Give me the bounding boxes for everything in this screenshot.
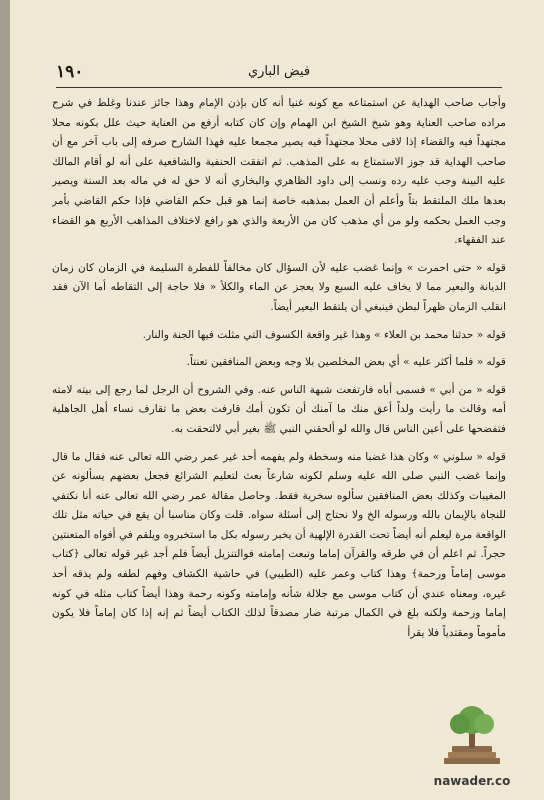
book-middle: [448, 752, 496, 758]
page-edge-shadow: [0, 0, 10, 800]
page-header: [56, 62, 502, 86]
tree-books-logo-icon: [424, 702, 520, 774]
book-bottom: [444, 758, 500, 764]
tree-foliage-left: [450, 714, 470, 734]
paragraph-4: قوله « فلما أكثر عليه » أي بعض المخلصين بلا وجه وبعض المنافقين تعنتاً.: [186, 356, 506, 369]
watermark-text: nawader.co: [433, 774, 511, 788]
paragraph-5: قوله « من أبي » فسمى أباه فارتفعت شبهة الناس عنه. وفي الشروح أن الرجل لما رجع إلى بيته لامته أمه وقالت ما رأيت ولداً أعق منك ما آمنك أن تكون أمك قارفت بعض ما تقارف نساء أهل الجاهلية فتفضحها على أعين الناس قال والله لو ألحقني النبي ﷺ بغير أبي لالتحقت به.: [52, 383, 506, 435]
page-number: ١٩٠: [56, 62, 84, 82]
paragraph-2: قوله « حتى احمرت » وإنما غضب عليه لأن السؤال كان مخالفاً للفطرة السليمة في الزمان كان زمان الديانة والبعير مما لا يخاف عليه السبع ولا يعجز عن الماء والكلأ « فلا حاجة إلى التقاطه أما الآن فقد انقلب الزمان ظهراً لبطن فينبغي أن يلتقط البعير أيضاً.: [52, 261, 506, 313]
tree-foliage-right: [474, 714, 494, 734]
header-rule: [56, 87, 502, 88]
running-title: فيض الباري: [247, 64, 311, 79]
document-body: [52, 94, 506, 784]
paragraph-6: قوله « سلوني » وكان هذا غضبا منه وسخطة ولم يفهمه أحد غير عمر رضي الله تعالى عنه فقال ما قال وإنما غضب النبي صلى الله عليه وسلم لكونه شارعاً بعث لتعليم الشرائع فجعل بعضهم يسألونه عن المغيبات وكذلك بعض المنافقين سألوه سخرية فقط. وحاصل مقالة عمر رضي الله تعالى عنه أنا نكتفي للنجاة بالإيمان بالله ورسوله الخ ولا نحتاج إلى أسئلة سواه. قلت وكان مناسبا أن يقع في حياته مثل تلك الواقعة مرة ليعلم أنه أيضاً تحت القدرة الإلهية أن يخبر رسوله بكل ما استخبروه ويلقم في أفواه المتعنتين حجراً. ثم اعلم أن في طرقه والقرآن إماما وتبعت إمامته فوالتنزيل أيضاً فلم أجد غير قوله تعالى ﴿كتاب موسى إماماً ورحمة﴾ وهذا كتاب وعمر عليه (الطيبي) في حاشية الكشاف وفهم لطفه ولم يذقه أحد غيره، ومعناه عندي أن كتاب موسى مع جلالة شأنه وإمامته وكونه رحمة وهذا أيضاً كتاب مثله في كونه إماما ورحمة ولكنه بلغ في الكمال مرتبة صار مصدقاً لذلك الكتاب أيضاً ثم إنه إذا كان إماماً فلا يكون مأموماً ومقتدياً فلا يقرأ: [52, 450, 506, 639]
paragraph-1: وأجاب صاحب الهداية عن استمتاعه مع كونه غنيا أنه كان بإذن الإمام وهذا جائز عندنا وغلط في شرح مراده صاحب العناية وهو شيخ الشيخ ابن الهمام وإن كان كتابه أرفع من العناية حيث علل بكونه محلا مجتهداً فيه والقضاء إذا لاقى محلا مجتهداً فيه يصير مجمعا عليه فهذا الشارح صرفه إلى باب آخر مع أن صاحب الهداية قد جوز الاستمتاع به على المذهب. ثم اتفقت الحنفية والشافعية على أنه لو أقام المالك عليه البينة وجب عليه رده ونسب إلى داود الظاهري والبخاري أنه لا حق له في ماله بعد السنة ويصير بعدها ملك الملتقط بتاً وأعلم أن العمل بمذهبه خاصة إنما هو قبل حكم القاضي فإذا حكم القاضي بأمر وجب العمل بحكمه ولو من أي مذهب كان من الأربعة والذي هو رافع لاختلاف المذاهب الأربع هو القضاء عند الفقهاء.: [52, 97, 506, 247]
paragraph-3: قوله « حدثنا محمد بن العلاء » وهذا غير واقعة الكسوف التي مثلت فيها الجنة والنار.: [142, 328, 506, 341]
watermark: [424, 702, 520, 790]
